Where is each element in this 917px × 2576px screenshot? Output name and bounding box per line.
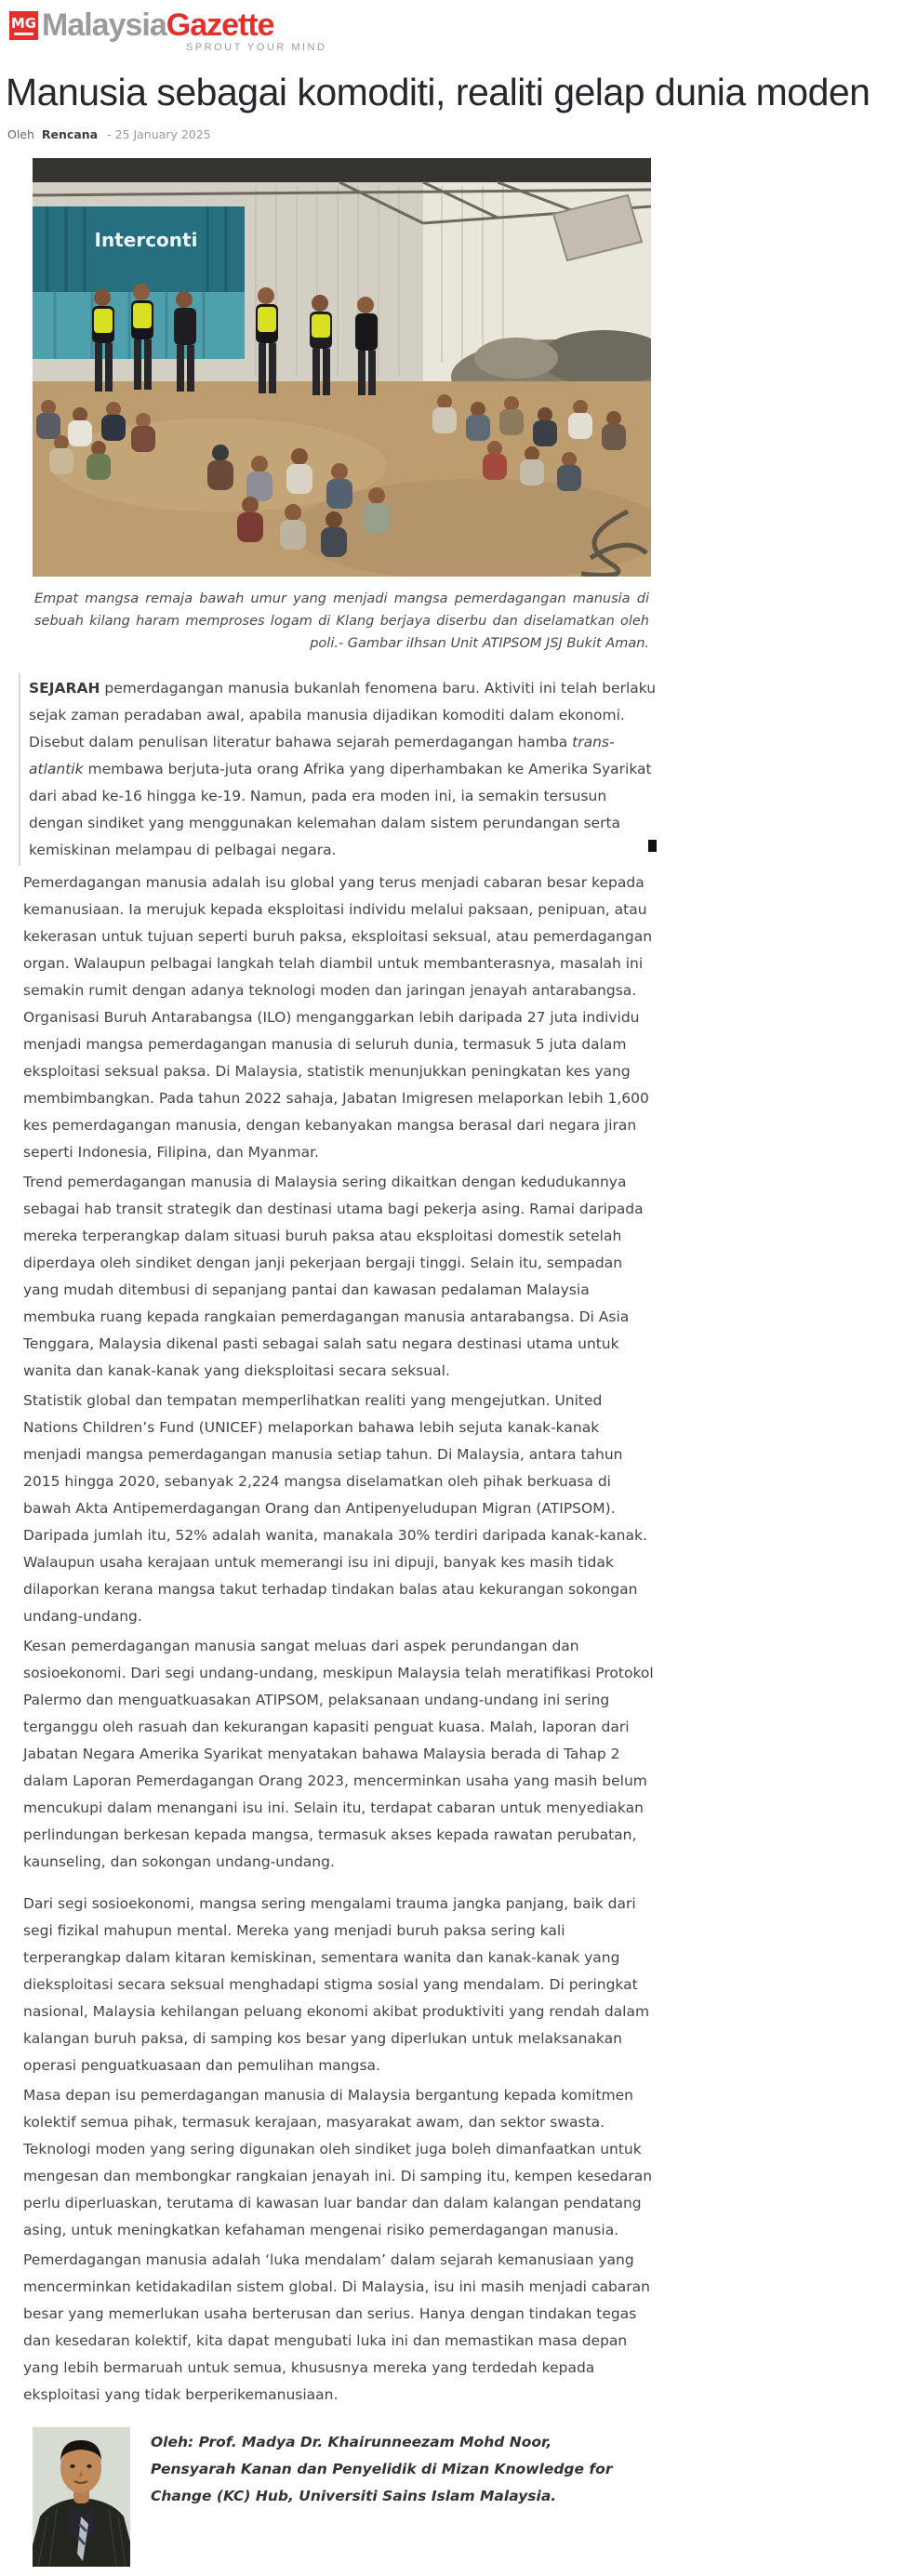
byline-author-link[interactable]: Rencana bbox=[41, 127, 99, 141]
lead-text-2: membawa berjuta-juta orang Afrika yang diperhambakan ke Amerika Syarikat dari abad ke-16 hingga ke-19. Namun, pada era moden ini, ia semakin tersusun dengan sindiket yang menggunakan kelemahan dalam sistem perundangan serta kemiskinan melampau di pelbagai negara. bbox=[29, 761, 652, 858]
paragraph: Kesan pemerdagangan manusia sangat meluas dari aspek perundangan dan sosioekonomi. Dari segi undang-undang, meskipun Malaysia telah meratifikasi Protokol Palermo dan menguatkuasakan ATIPSOM, pelaksanaan undang-undang ini sering terganggu oleh rasuah dan kekurangan kapasiti penguat kuasa. Malah, laporan dari Jabatan Negara Amerika Syarikat menyatakan bahawa Malaysia berada di Tahap 2 dalam Laporan Pemerdagangan Orang 2023, mencerminkan usaha yang masih belum mencukupi dalam menangani isu ini. Selain itu, terdapat cabaran untuk menyediakan perlindungan berkesan kepada mangsa, termasuk akses kepada rawatan perubatan, kaunseling, dan sokongan undang-undang. bbox=[23, 1638, 654, 1870]
logo-part-malaysia: Malaysia bbox=[42, 7, 166, 43]
byline-prefix: Oleh bbox=[7, 127, 34, 141]
logo-wordmark bbox=[42, 7, 274, 43]
logo-part-gazette: Gazette bbox=[166, 7, 274, 43]
page-title: Manusia sebagai komoditi, realiti gelap dunia moden bbox=[6, 71, 870, 113]
article-photo bbox=[33, 158, 651, 577]
author-block bbox=[33, 2427, 917, 2576]
paragraph: Masa depan isu pemerdagangan manusia di Malaysia bergantung kepada komitmen kolektif semua pihak, termasuk kerajaan, masyarakat awam, dan sektor swasta. Teknologi moden yang sering digunakan oleh sindiket juga boleh dimanfaatkan untuk mengesan dan membongkar rangkaian jenayah ini. Di samping itu, kempen kesedaran perlu diperluaskan, terutama di kawasan luar bandar dan dalam kalangan pendatang asing, untuk meningkatkan kefahaman mengenai risiko pemerdagangan manusia. bbox=[23, 2087, 653, 2238]
photo-caption: Empat mangsa remaja bawah umur yang menjadi mangsa pemerdagangan manusia di sebuah kilang haram memproses logam di Klang berjaya diserbu dan diselamatkan oleh poli.- Gambar iIhsan Unit ATIPSOM JSJ Bukit Aman. bbox=[34, 591, 649, 651]
paragraph: Pemerdagangan manusia adalah isu global yang terus menjadi cabaran besar kepada kemanusiaan. Ia merujuk kepada eksploitasi individu melalui paksaan, penipuan, atau kekerasan untuk tujuan seperti buruh paksa, eksploitasi seksual, atau pemerdagangan organ. Walaupun pelbagai langkah telah diambil untuk membanterasnya, masalah ini semakin rumit dengan adanya teknologi moden dan jaringan jenayah antarabangsa. Organisasi Buruh Antarabangsa (ILO) menganggarkan lebih daripada 27 juta individu menjadi mangsa pemerdagangan manusia di seluruh dunia, termasuk 5 juta dalam eksploitasi seksual paksa. Di Malaysia, statistik menunjukkan peningkatan kes yang membimbangkan. Pada tahun 2022 sahaja, Jabatan Imigresen melaporkan lebih 1,600 kes pemerdagangan manusia, dengan kebanyakan mangsa berasal dari negara jiran seperti Indonesia, Filipina, dan Myanmar. bbox=[23, 874, 653, 1161]
site-header bbox=[0, 0, 917, 53]
paragraph: Trend pemerdagangan manusia di Malaysia sering dikaitkan dengan kedudukannya sebagai hab transit strategik dan destinasi utama bagi pekerja asing. Ramai daripada mereka terperangkap dalam situasi buruh paksa atau eksploitasi domestik setelah diperdaya oleh sindiket dengan janji pekerjaan bergaji tinggi. Selain itu, sempadan yang mudah ditembusi di sepanjang pantai dan kawasan pedalaman Malaysia membuka ruang kepada rangkaian pemerdagangan manusia antarabangsa. Di Asia Tenggara, Malaysia dikenal pasti sebagai salah satu negara destinasi utama untuk wanita dan kanak-kanak yang dieksploitasi secara seksual. bbox=[23, 1174, 644, 1379]
byline-date: - 25 January 2025 bbox=[107, 127, 211, 141]
paragraph: Dari segi sosioekonomi, mangsa sering mengalami trauma jangka panjang, baik dari segi fizikal mahupun mental. Mereka yang menjadi buruh paksa sering kali terperangkap dalam kitaran kemiskinan, sementara wanita dan kanak-kanak yang dieksploitasi secara seksual menghadapi stigma sosial yang mendalam. Di peringkat nasional, Malaysia kehilangan peluang ekonomi akibat produktiviti yang rendah dalam kalangan buruh paksa, di samping kos besar yang diperlukan untuk melaksanakan operasi penguatkuasaan dan pemulihan mangsa. bbox=[23, 1895, 650, 2074]
paragraph: Pemerdagangan manusia adalah ‘luka mendalam’ dalam sejarah kemanusiaan yang mencerminkan ketidakadilan sistem global. Di Malaysia, isu ini masih menjadi cabaran besar yang memerlukan usaha berterusan dan serius. Hanya dengan tindakan tegas dan kesedaran kolektif, kita dapat mengubati luka ini dan memastikan masa depan yang lebih bermaruah untuk semua, khususnya mereka yang terdedah kepada eksploitasi yang tidak berperikemanusiaan. bbox=[23, 2251, 650, 2403]
logo-tagline: SPROUT YOUR MIND bbox=[186, 42, 327, 53]
mg-logo-icon bbox=[9, 11, 38, 40]
lead-bold: SEJARAH bbox=[29, 680, 100, 697]
article-body bbox=[23, 673, 658, 2409]
mg-logo-text: MG bbox=[10, 14, 37, 32]
author-photo bbox=[33, 2427, 130, 2567]
scroll-artifact-mark bbox=[648, 840, 657, 852]
mg-logo-bar bbox=[14, 33, 33, 35]
site-logo[interactable] bbox=[9, 9, 917, 53]
paragraph: Statistik global dan tempatan memperlihatkan realiti yang mengejutkan. United Nations Children’s Fund (UNICEF) melaporkan bahawa lebih sejuta kanak-kanak menjadi mangsa pemerdagangan manusia setiap tahun. Di Malaysia, antara tahun 2015 hingga 2020, sebanyak 2,224 mangsa diselamatkan oleh pihak berkuasa di bawah Akta Antipemerdagangan Orang dan Antipenyeludupan Migran (ATIPSOM). Daripada jumlah itu, 52% adalah wanita, manakala 30% terdiri daripada kanak-kanak. Walaupun usaha kerajaan untuk memerangi isu ini dipuji, banyak kes masih tidak dilaporkan kerana mangsa takut terhadap tindakan balas atau kekurangan sokongan undang-undang. bbox=[23, 1392, 647, 1625]
lead-italic: trans-atlantik bbox=[29, 734, 615, 777]
author-credit: Oleh: Prof. Madya Dr. Khairunneezam Mohd Noor, Pensyarah Kanan dan Penyelidik di Mizan Knowledge for Change (KC) Hub, Universiti Sains Islam Malaysia. bbox=[151, 2434, 613, 2504]
lead-text-1: pemerdagangan manusia bukanlah fenomena baru. Aktiviti ini telah berlaku sejak zaman peradaban awal, apabila manusia dijadikan komoditi dalam ekonomi. Disebut dalam penulisan literatur bahawa sejarah pemerdagangan hamba bbox=[29, 680, 657, 750]
byline bbox=[7, 127, 917, 141]
container-brand-label: Interconti bbox=[94, 229, 198, 251]
article-figure bbox=[33, 158, 651, 658]
lead-paragraph bbox=[19, 673, 658, 866]
